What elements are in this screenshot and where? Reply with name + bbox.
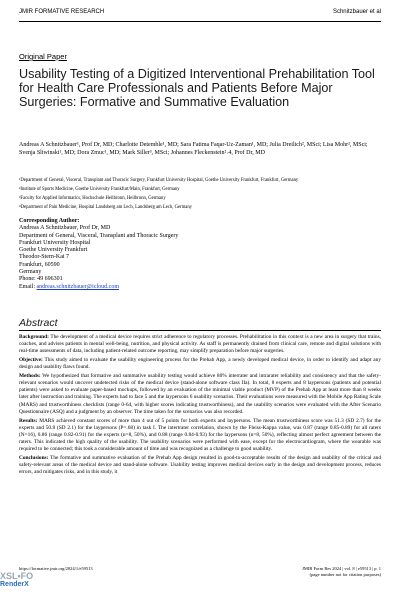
corr-line-country: Germany xyxy=(19,269,42,276)
header-rule xyxy=(19,21,381,22)
journal-name: JMIR FORMATIVE RESEARCH xyxy=(19,9,105,15)
author-list: Andreas A Schnitzbauer¹, Prof Dr, MD; Charlotte Detemble¹, MD; Sara Fatima Faqar-Uz-Zaman¹, MD; Julia Dreilich², MSci; Lisa Mohr², MSci; Svenja Sliwinski¹, MD; Dora Zmuc¹, MD; Mark Siller³, MSci; Johannes Fleckenstein²˓4, Prof Dr, MD xyxy=(19,142,368,157)
corr-line-hospital: Frankfurt University Hospital xyxy=(19,239,91,246)
affiliation-2: ²Institute of Sports Medicine, Goethe University Frankfurt/Main, Frankfurt, Germany xyxy=(19,186,180,192)
affiliation-1: ¹Department of General, Visceral, Transplant and Thoracic Surgery, Frankfurt University Hospital, Goethe University Frankfurt, Frankfurt, Germany xyxy=(19,178,299,183)
abstract-heading: Abstract xyxy=(19,317,58,329)
section-text: This study aimed to evaluate the usability engineering process for the Prehab App, a newly developed medical device, in order to identify and adapt any design and usability flaws found. xyxy=(19,357,381,371)
section-label: Background: xyxy=(19,334,49,340)
corresponding-label: Corresponding Author: xyxy=(19,218,80,224)
footer-citation: JMIR Form Res 2024 | vol. 8 | e59513 | p. 1 xyxy=(302,566,381,571)
section-label: Conclusions: xyxy=(19,454,49,461)
section-label: Results: xyxy=(19,417,38,424)
corr-line-city: Frankfurt, 60590 xyxy=(19,261,60,268)
footer-note: (page number not for citation purposes) xyxy=(309,572,381,577)
corr-line-street: Theodor-Stern-Kai 7 xyxy=(19,254,70,261)
section-text: We hypothesized that formative and summative usability testing would achieve 80% interrater and intrarater reliability and consistency and that the safety-relevant scenarios would uncover undetected risks of the medical device (stand-alone software class IIa). In total, 8 experts and 8 laypersons (patients and potential patients) were asked to evaluate paper-based mockups, followed by an evaluation of the minimal viable product (MVP) of the Prehab App at least more than 8 weeks later after instruction and training. The experts had to face 5 and the laypersons 6 usability scenarios. Their evaluations were measured with the Mobile App Rating Scale (MARS) and trustworthiness checklists (range 0-64, with higher scores indicating trustworthiness), and the usability scenarios were evaluated with the After Scenario Questionnaire (ASQ) and a judgment by an observer. The time taken for the scenarios was also recorded. xyxy=(19,372,381,415)
section-text: MARS achieved constant scores of more than 4 out of 5 points for both experts and laypersons. The mean trustworthiness score was 51.3 (SD 2.7) for the experts and 50.8 (SD 2.1) for the laypersons (P=.68) in task I. The intertrater correlation, shown by the Fleiss-Kappa value, was 0.87 (range 0.85-0.89) for all raters (N=16), 0.86 (range 0.82-0.91) for the experts (n=8, 50%), and 0.88 (range 0.84-0.93) for the laypersons (n=8, 50%), reflecting almost perfect agreement between the raters. This indicated the high quality of the usability. The usability scenarios were performed with ease, except for the electrocardiogram, where the wearable was required to be connected; this took a considerable amount of time and was recognized as a challenge to good usability. xyxy=(19,417,381,453)
email-label: Email: xyxy=(19,283,35,290)
xslfo-renderx-logo xyxy=(0,572,33,589)
abstract-rule xyxy=(19,330,381,331)
corr-line-phone: Phone: 49 696301 xyxy=(19,276,63,283)
corr-line-department: Department of General, Visceral, Transplant and Thoracic Surgery xyxy=(19,232,179,239)
paper-type: Original Paper xyxy=(19,52,67,61)
affiliation-4: ⁴Department of Pain Medicine, Hospital Landsberg am Lech, Landsberg am Lech, Germany xyxy=(19,204,193,210)
section-text: The formative and summative evaluation of the Prehab App design resulted in good-to-acceptable results of the design and usability of the critical and safety-relevant areas of the medical device and stand-alone software. Usability testing improves medical devices early in the design and development process, reduces errors, and mitigates risks, and in this study, it xyxy=(19,454,381,476)
corr-email-line xyxy=(19,284,381,291)
abstract-results xyxy=(19,418,381,454)
abstract-objective xyxy=(19,357,381,371)
running-author: Schnitzbauer et al xyxy=(332,9,381,15)
page-header xyxy=(19,9,381,19)
affiliation-3: ³Faculty for Applied Informatics, Hochschule Heilbronn, Heilbronn, Germany xyxy=(19,195,166,201)
affiliation-list xyxy=(19,177,381,213)
section-text: The development of a medical device requires strict adherence to regulatory processes. Prehabilitation in this context is a new area in surgery that trains, coaches, and advises patients in mental well-being, nutrition, and physical activity. As staff is permanently drained from clinical care, remote and digital solutions with real-time assessments of data, including patient-related outcome reporting, may simplify preparation before major surgeries. xyxy=(19,334,381,355)
footer-citation-block xyxy=(302,566,381,578)
article-url[interactable]: https://formative.jmir.org/2024/1/e59513 xyxy=(19,566,93,571)
corr-line-name: Andreas A Schnitzbauer, Prof Dr, MD xyxy=(19,225,111,232)
paper-title: Usability Testing of a Digitized Interventional Prehabilitation Tool for Health Care Professionals and Patients Before Major Surgeries: Formative and Summative Evaluation xyxy=(19,67,375,110)
logo-line-1: XSL•FO xyxy=(0,571,34,581)
abstract-background xyxy=(19,334,381,355)
abstract-conclusions xyxy=(19,455,381,476)
logo-line-2: RenderX xyxy=(0,580,29,588)
abstract-methods xyxy=(19,373,381,416)
abstract-body xyxy=(19,334,381,478)
corr-line-university: Goethe University Frankfurt xyxy=(19,247,88,254)
section-label: Methods: xyxy=(19,372,41,379)
corresponding-author xyxy=(19,218,381,291)
section-label: Objective: xyxy=(19,357,43,364)
email-link[interactable]: andreas.schnitzbauer@icloud.com xyxy=(36,283,119,290)
